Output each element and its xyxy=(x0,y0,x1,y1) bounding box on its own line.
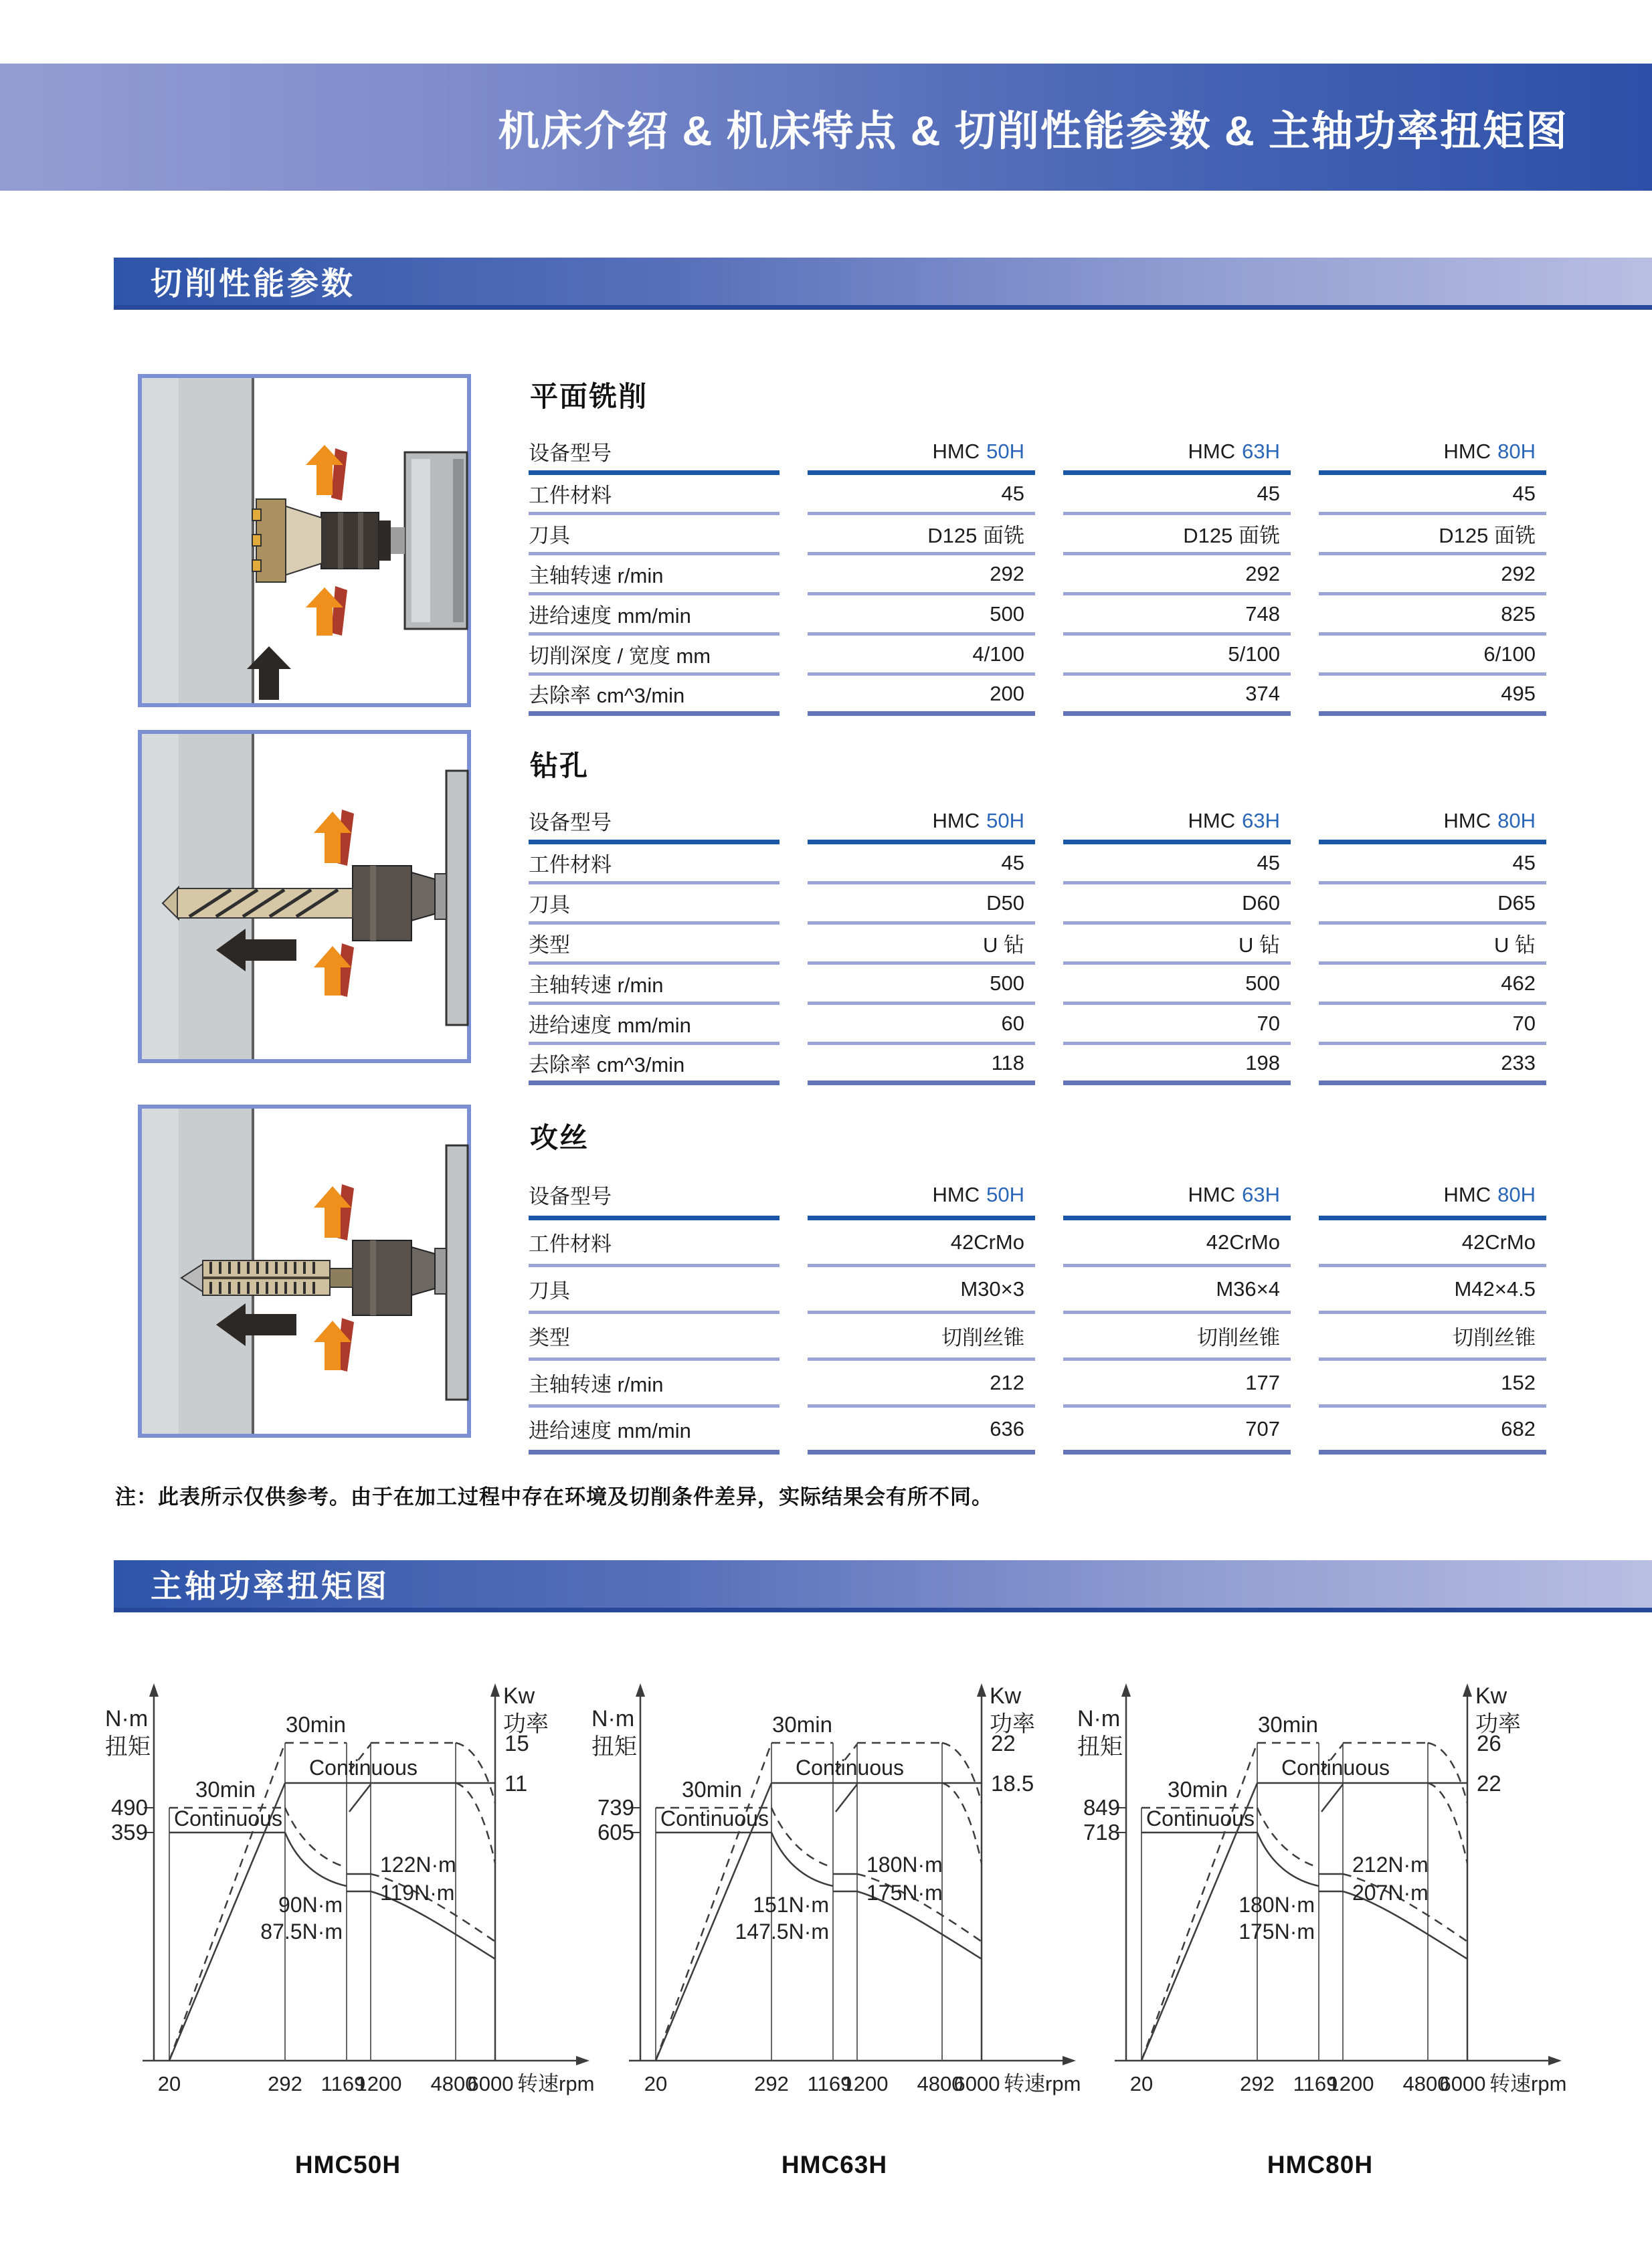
column-header-label: 设备型号 xyxy=(529,432,779,475)
chart-title: HMC50H xyxy=(294,2151,401,2178)
table-note: 注：此表所示仅供参考。由于在加工过程中存在环境及切削条件差异，实际结果会有所不同。 xyxy=(115,1485,993,1509)
cell-value: 152 xyxy=(1319,1361,1546,1408)
gear-torque-high: 122N·m xyxy=(380,1853,456,1877)
table-row xyxy=(529,1361,1559,1408)
table-row xyxy=(529,1267,1559,1314)
cell-value: 292 xyxy=(1319,555,1546,595)
torque-tick: 739 xyxy=(597,1795,634,1820)
row-label: 工件材料 xyxy=(529,475,779,515)
row-label: 去除率 cm^3/min xyxy=(529,1045,779,1085)
torque-tick: 359 xyxy=(110,1820,148,1845)
y2-axis-label: 功率 xyxy=(990,1711,1035,1737)
tapping-image xyxy=(137,1104,472,1438)
torque-power-chart-svg xyxy=(1069,1659,1571,2128)
y2-axis-label: Kw xyxy=(1475,1683,1507,1709)
x-tick: 20 xyxy=(644,2072,668,2095)
gear-torque-low: 180N·m xyxy=(1238,1893,1315,1917)
torque-continuous-label: Continuous xyxy=(174,1806,282,1831)
perf-table-drilling xyxy=(529,744,1559,1085)
perf-table-tapping xyxy=(529,1116,1559,1455)
power-tick: 26 xyxy=(1477,1731,1501,1756)
gear-torque-low: 87.5N·m xyxy=(260,1919,343,1944)
table-row xyxy=(529,884,1559,925)
row-label: 刀具 xyxy=(529,515,779,555)
cell-value: 748 xyxy=(1063,595,1291,636)
table-row xyxy=(529,595,1559,636)
row-label: 进给速度 mm/min xyxy=(529,595,779,636)
y-axis-label: N·m xyxy=(105,1706,149,1731)
y-axis-label: N·m xyxy=(591,1706,635,1731)
torque-tick: 849 xyxy=(1083,1795,1120,1820)
face-milling-image xyxy=(137,373,472,708)
row-label: 主轴转速 r/min xyxy=(529,1361,779,1408)
cell-value: 4/100 xyxy=(808,636,1035,676)
cell-value: 42CrMo xyxy=(1063,1220,1291,1267)
cell-value: 495 xyxy=(1319,676,1546,716)
row-label: 类型 xyxy=(529,925,779,965)
model-number: 63H xyxy=(1242,439,1280,463)
cell-value: 200 xyxy=(808,676,1035,716)
column-header-model xyxy=(808,802,1035,844)
table-row xyxy=(529,555,1559,595)
cell-value: 292 xyxy=(1063,555,1291,595)
cell-value: M42×4.5 xyxy=(1319,1267,1546,1314)
chart-title: HMC63H xyxy=(781,2151,888,2178)
cell-value: 70 xyxy=(1063,1005,1291,1045)
cell-value: 45 xyxy=(808,475,1035,515)
power-tick: 18.5 xyxy=(991,1771,1034,1796)
tapping-illustration xyxy=(137,1104,472,1438)
x-tick: 1169 xyxy=(1293,2072,1338,2095)
cell-value: 70 xyxy=(1319,1005,1546,1045)
table-row xyxy=(529,925,1559,965)
gear-torque-high: 180N·m xyxy=(866,1853,943,1877)
power-continuous-label: Continuous xyxy=(796,1756,904,1780)
y-axis-label: 扭矩 xyxy=(105,1734,151,1760)
power-tick: 22 xyxy=(1477,1771,1501,1796)
column-header-model xyxy=(1319,802,1546,844)
table-row xyxy=(529,1045,1559,1085)
perf-table-face-milling xyxy=(529,375,1559,716)
cell-value: 825 xyxy=(1319,595,1546,636)
section-banner-power-torque xyxy=(114,1560,1652,1612)
power-tick: 15 xyxy=(504,1731,529,1756)
table-row xyxy=(529,475,1559,515)
x-tick: 4800 xyxy=(1402,2072,1449,2095)
table-title: 平面铣削 xyxy=(530,381,648,412)
torque-power-chart-svg xyxy=(97,1659,599,2128)
column-header-model xyxy=(1063,432,1291,475)
gear-torque-low: 151N·m xyxy=(753,1893,829,1917)
model-prefix: HMC xyxy=(932,1182,980,1206)
model-number: 80H xyxy=(1497,808,1536,832)
power-30min-label: 30min xyxy=(772,1712,832,1737)
y-axis-label: N·m xyxy=(1077,1706,1121,1731)
cell-value: 5/100 xyxy=(1063,636,1291,676)
y2-axis-label: 功率 xyxy=(503,1711,549,1737)
section-title: 切削性能参数 xyxy=(151,266,355,301)
table-title: 钻孔 xyxy=(530,750,589,781)
cell-value: 切削丝锥 xyxy=(1319,1314,1546,1361)
x-axis-label: 转速rpm xyxy=(1489,2072,1567,2095)
cell-value: 切削丝锥 xyxy=(1063,1314,1291,1361)
table-row xyxy=(529,1220,1559,1267)
x-axis-label: 转速rpm xyxy=(517,2072,595,2095)
table-row xyxy=(529,676,1559,716)
gear-torque-low: 175N·m xyxy=(1238,1919,1315,1944)
cell-value: 45 xyxy=(1063,844,1291,884)
x-tick: 1169 xyxy=(320,2072,366,2095)
power-30min-label: 30min xyxy=(286,1712,346,1737)
section-title: 主轴功率扭矩图 xyxy=(151,1568,389,1604)
model-number: 80H xyxy=(1497,1182,1536,1206)
column-header-model xyxy=(1319,1174,1546,1220)
model-number: 50H xyxy=(986,808,1024,832)
table-header-row xyxy=(529,1174,1559,1220)
cell-value: U 钻 xyxy=(1319,925,1546,965)
x-tick: 6000 xyxy=(1439,2072,1486,2095)
table-row xyxy=(529,1005,1559,1045)
power-tick: 22 xyxy=(991,1731,1016,1756)
table-row xyxy=(529,844,1559,884)
model-number: 63H xyxy=(1242,808,1280,832)
model-prefix: HMC xyxy=(1443,808,1491,832)
y-axis-label: 扭矩 xyxy=(1077,1734,1123,1760)
torque-30min-label: 30min xyxy=(682,1777,742,1802)
cell-value: U 钻 xyxy=(1063,925,1291,965)
cell-value: 切削丝锥 xyxy=(808,1314,1035,1361)
cell-value: 6/100 xyxy=(1319,636,1546,676)
power-torque-chart-hmc63h xyxy=(583,1659,1085,2128)
row-label: 进给速度 mm/min xyxy=(529,1408,779,1455)
table-row xyxy=(529,515,1559,555)
row-label: 刀具 xyxy=(529,1267,779,1314)
column-header-model xyxy=(1063,1174,1291,1220)
table-row xyxy=(529,1408,1559,1455)
cell-value: D125 面铣 xyxy=(808,515,1035,555)
table-header-row xyxy=(529,802,1559,844)
x-tick: 6000 xyxy=(467,2072,514,2095)
row-label: 去除率 cm^3/min xyxy=(529,676,779,716)
cell-value: M36×4 xyxy=(1063,1267,1291,1314)
cell-value: 42CrMo xyxy=(1319,1220,1546,1267)
cell-value: 45 xyxy=(808,844,1035,884)
y2-axis-label: Kw xyxy=(990,1683,1022,1709)
cell-value: M30×3 xyxy=(808,1267,1035,1314)
drilling-illustration xyxy=(137,729,472,1064)
tool-chuck xyxy=(353,1240,411,1315)
x-tick: 20 xyxy=(1129,2072,1154,2095)
x-tick: 1200 xyxy=(355,2072,402,2095)
x-tick: 6000 xyxy=(953,2072,1000,2095)
table-title: 攻丝 xyxy=(530,1122,589,1153)
model-number: 63H xyxy=(1242,1182,1280,1206)
column-header-label: 设备型号 xyxy=(529,1174,779,1220)
x-tick: 1200 xyxy=(842,2072,889,2095)
model-prefix: HMC xyxy=(1188,808,1236,832)
row-label: 刀具 xyxy=(529,884,779,925)
x-axis-label: 转速rpm xyxy=(1004,2072,1081,2095)
cell-value: 500 xyxy=(1063,965,1291,1005)
section-banner-cutting-performance xyxy=(114,258,1652,310)
power-30min-label: 30min xyxy=(1258,1712,1318,1737)
cell-value: D125 面铣 xyxy=(1319,515,1546,555)
gear-torque-high: 119N·m xyxy=(380,1881,455,1905)
cell-value: 682 xyxy=(1319,1408,1546,1455)
gear-torque-high: 175N·m xyxy=(866,1881,943,1905)
cell-value: D125 面铣 xyxy=(1063,515,1291,555)
x-tick: 292 xyxy=(754,2072,789,2095)
cell-value: D50 xyxy=(808,884,1035,925)
torque-tick: 718 xyxy=(1083,1820,1120,1845)
model-number: 50H xyxy=(986,439,1024,463)
torque-continuous-label: Continuous xyxy=(660,1806,769,1831)
x-tick: 292 xyxy=(268,2072,302,2095)
spindle-block xyxy=(446,1145,468,1400)
cell-value: 198 xyxy=(1063,1045,1291,1085)
cell-value: 707 xyxy=(1063,1408,1291,1455)
cell-value: 60 xyxy=(808,1005,1035,1045)
y-axis-label: 扭矩 xyxy=(591,1734,637,1760)
row-label: 进给速度 mm/min xyxy=(529,1005,779,1045)
torque-30min-label: 30min xyxy=(1168,1777,1228,1802)
column-header-model xyxy=(1063,802,1291,844)
x-tick: 1169 xyxy=(807,2072,852,2095)
spindle-block xyxy=(446,771,468,1025)
drilling-image xyxy=(137,729,472,1064)
cell-value: 374 xyxy=(1063,676,1291,716)
torque-tick: 605 xyxy=(597,1820,634,1845)
gear-torque-high: 207N·m xyxy=(1352,1881,1429,1905)
torque-30min-label: 30min xyxy=(195,1777,256,1802)
row-label: 工件材料 xyxy=(529,844,779,884)
cell-value: 45 xyxy=(1319,844,1546,884)
y2-axis-label: Kw xyxy=(503,1683,535,1709)
cell-value: U 钻 xyxy=(808,925,1035,965)
column-header-model xyxy=(808,432,1035,475)
cell-value: 292 xyxy=(808,555,1035,595)
cell-value: D65 xyxy=(1319,884,1546,925)
table-row xyxy=(529,636,1559,676)
x-tick: 20 xyxy=(157,2072,181,2095)
model-prefix: HMC xyxy=(932,439,980,463)
row-label: 切削深度 / 宽度 mm xyxy=(529,636,779,676)
table-row xyxy=(529,1314,1559,1361)
x-tick: 4800 xyxy=(917,2072,963,2095)
page-title: 机床介绍 & 机床特点 & 切削性能参数 & 主轴功率扭矩图 xyxy=(498,108,1568,155)
cell-value: D60 xyxy=(1063,884,1291,925)
cell-value: 636 xyxy=(808,1408,1035,1455)
cell-value: 462 xyxy=(1319,965,1546,1005)
chart-title: HMC80H xyxy=(1267,2151,1374,2178)
power-continuous-label: Continuous xyxy=(309,1756,418,1780)
model-prefix: HMC xyxy=(1188,1182,1236,1206)
row-label: 工件材料 xyxy=(529,1220,779,1267)
model-number: 50H xyxy=(986,1182,1024,1206)
column-header-model xyxy=(808,1174,1035,1220)
column-header-model xyxy=(1319,432,1546,475)
cell-value: 212 xyxy=(808,1361,1035,1408)
gear-torque-high: 212N·m xyxy=(1352,1853,1429,1877)
power-torque-chart-hmc50h xyxy=(97,1659,599,2128)
cell-value: 45 xyxy=(1063,475,1291,515)
power-continuous-label: Continuous xyxy=(1281,1756,1390,1780)
model-prefix: HMC xyxy=(1188,439,1236,463)
table-row xyxy=(529,965,1559,1005)
tool-chuck xyxy=(353,866,411,941)
x-tick: 1200 xyxy=(1327,2072,1374,2095)
model-prefix: HMC xyxy=(1443,439,1491,463)
model-prefix: HMC xyxy=(1443,1182,1491,1206)
torque-continuous-label: Continuous xyxy=(1146,1806,1255,1831)
x-tick: 292 xyxy=(1240,2072,1275,2095)
face-milling-illustration xyxy=(137,373,472,708)
gear-torque-low: 90N·m xyxy=(278,1893,343,1917)
cell-value: 500 xyxy=(808,965,1035,1005)
page-header-banner xyxy=(0,64,1652,191)
column-header-label: 设备型号 xyxy=(529,802,779,844)
torque-tick: 490 xyxy=(110,1795,148,1820)
cell-value: 45 xyxy=(1319,475,1546,515)
cell-value: 118 xyxy=(808,1045,1035,1085)
cell-value: 177 xyxy=(1063,1361,1291,1408)
model-number: 80H xyxy=(1497,439,1536,463)
y2-axis-label: 功率 xyxy=(1475,1711,1521,1737)
row-label: 主轴转速 r/min xyxy=(529,965,779,1005)
model-prefix: HMC xyxy=(932,808,980,832)
cell-value: 233 xyxy=(1319,1045,1546,1085)
power-torque-chart-hmc80h xyxy=(1069,1659,1571,2128)
cell-value: 500 xyxy=(808,595,1035,636)
row-label: 类型 xyxy=(529,1314,779,1361)
table-header-row xyxy=(529,432,1559,475)
cell-value: 42CrMo xyxy=(808,1220,1035,1267)
power-tick: 11 xyxy=(504,1771,528,1796)
torque-power-chart-svg xyxy=(583,1659,1085,2128)
gear-torque-low: 147.5N·m xyxy=(735,1919,829,1944)
x-tick: 4800 xyxy=(430,2072,477,2095)
row-label: 主轴转速 r/min xyxy=(529,555,779,595)
